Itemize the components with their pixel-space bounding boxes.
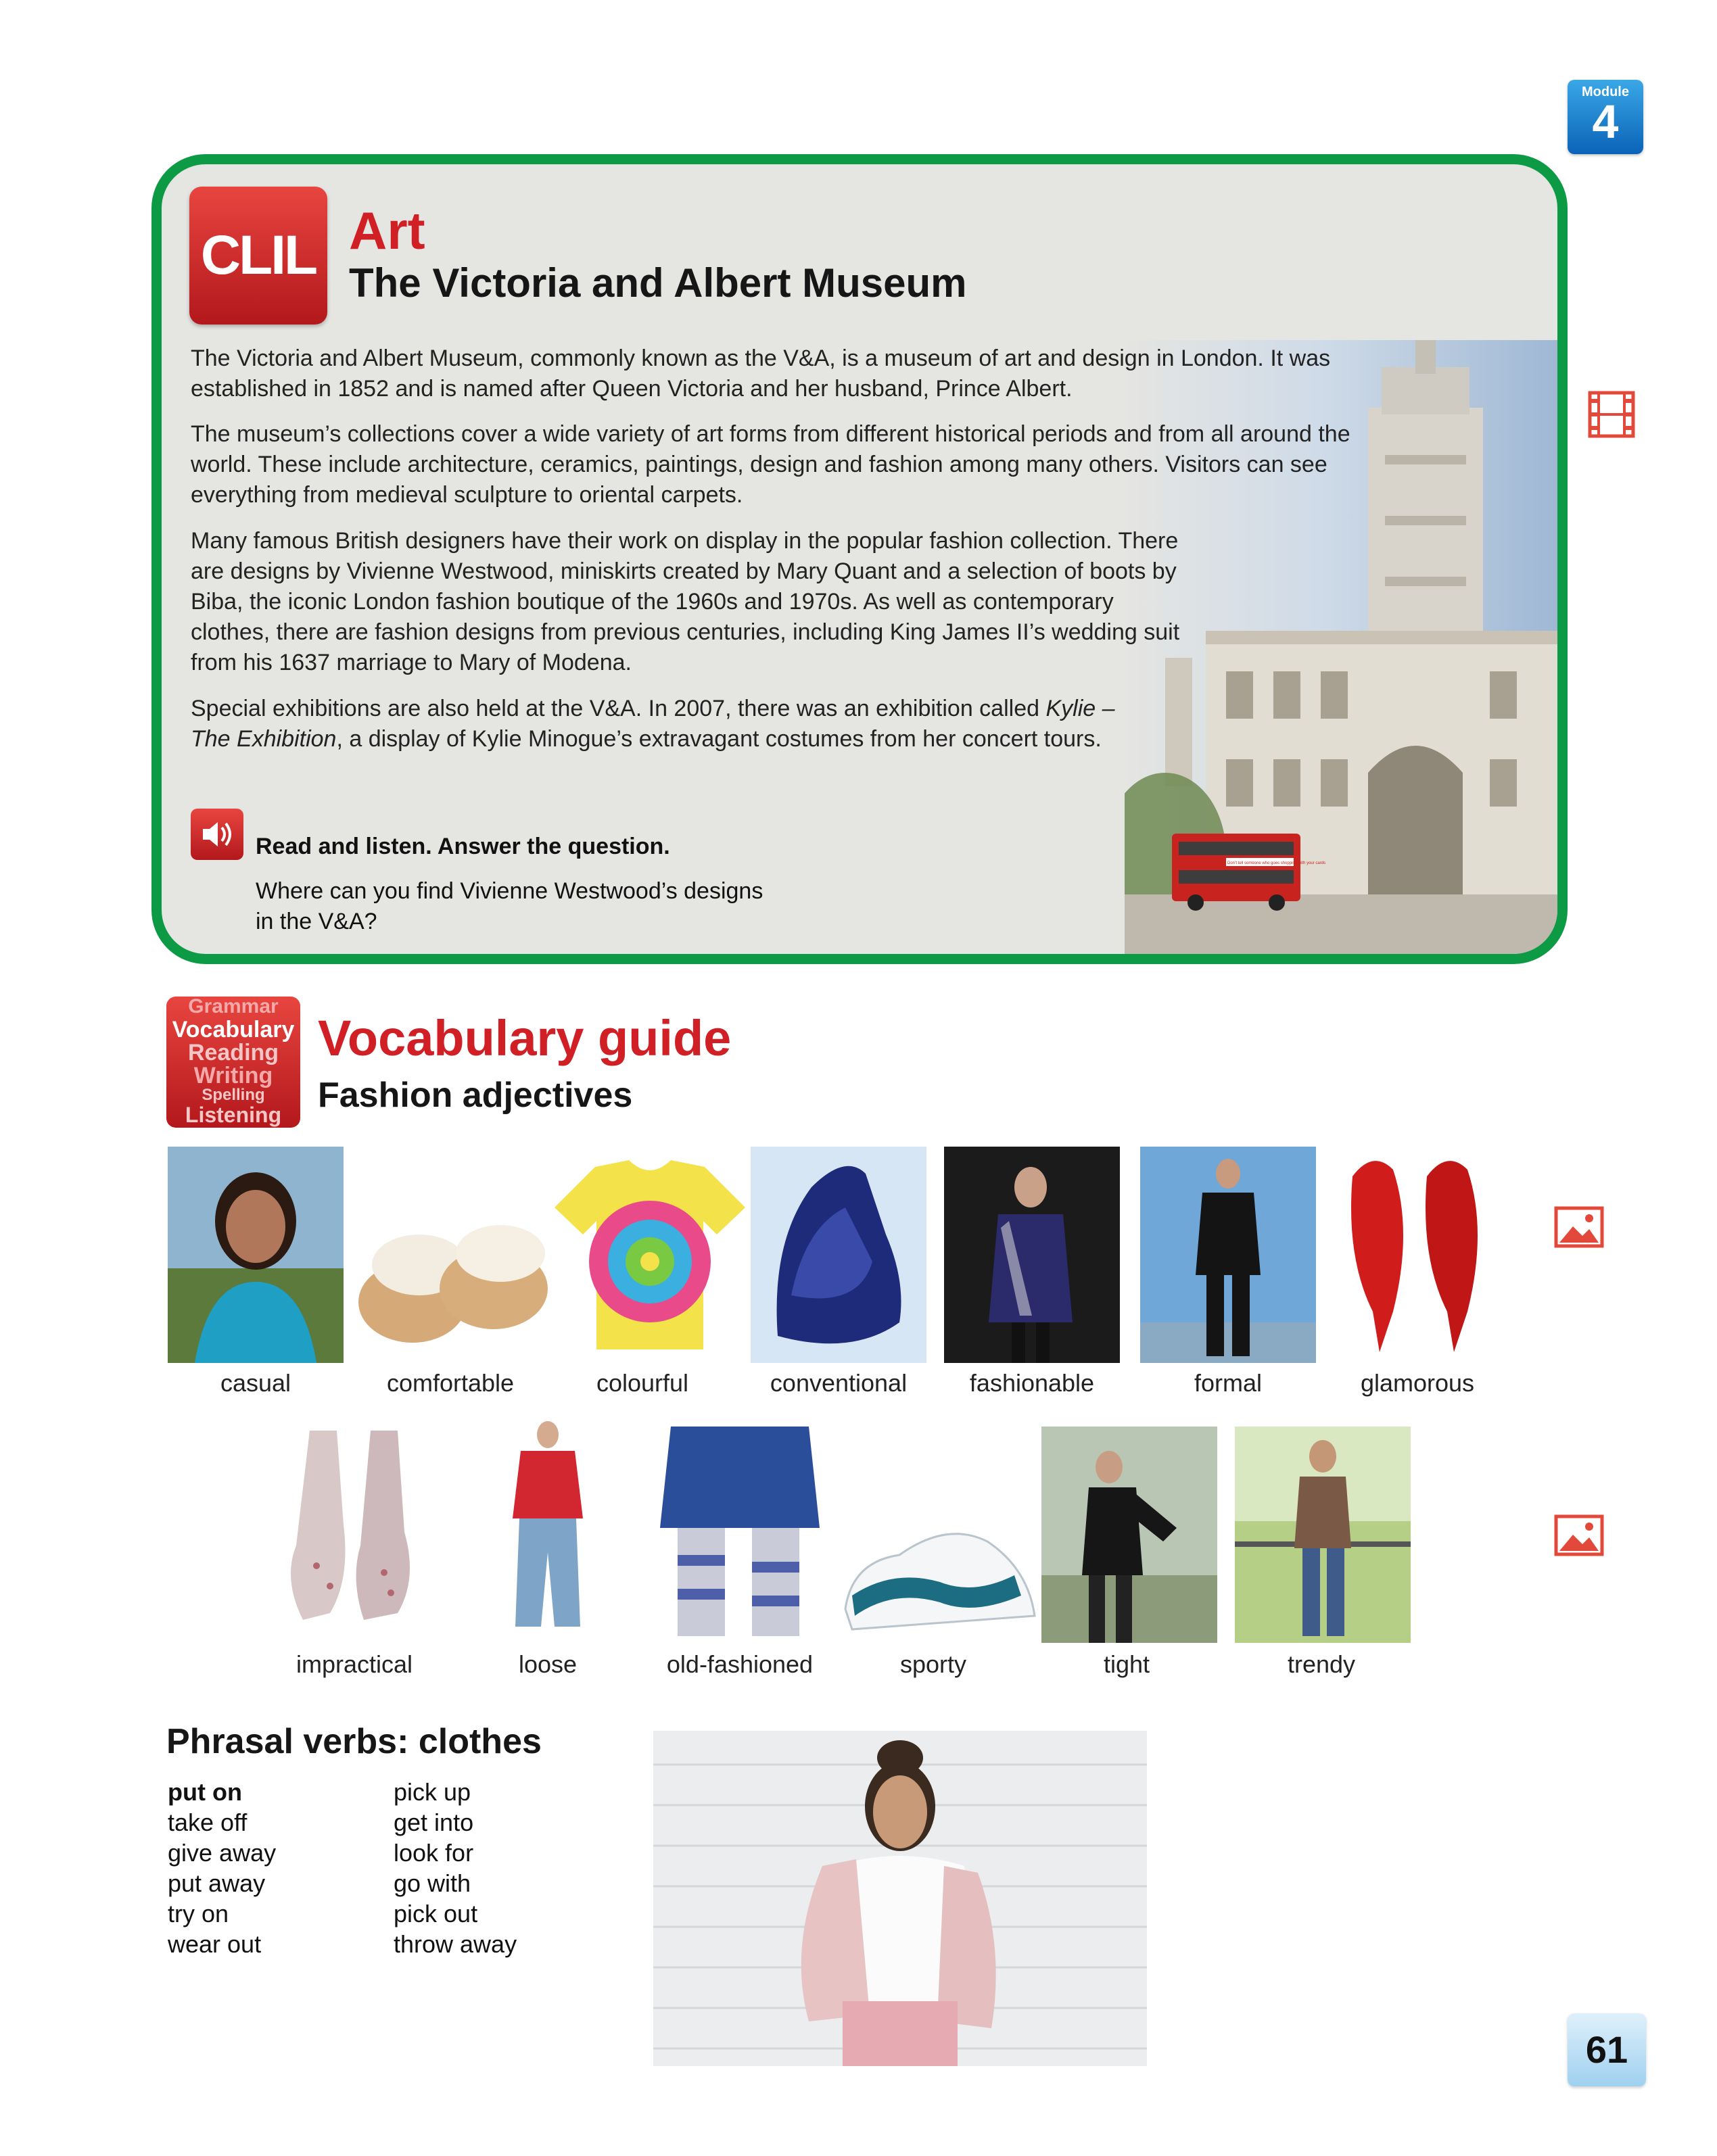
bus-advert-text: Don’t tell someone who goes shopping with your cards: [1227, 861, 1326, 865]
vocab-title: Vocabulary guide: [318, 1010, 732, 1066]
phrasal-verb: wear out: [168, 1930, 262, 1958]
photo-tight: [1041, 1427, 1217, 1643]
clil-logo: CLIL: [189, 187, 327, 325]
photo-fashionable: [944, 1147, 1120, 1363]
adjective-old-fashioned: old-fashioned: [666, 1650, 814, 1678]
para4-text: Special exhibitions are also held at the V&A. In 2007, there was an exhibition called: [191, 696, 1046, 721]
clil-paragraph-3: Many famous British designers have their work on display in the popular fashion collection. There are designs by Vivienne Westwood, miniskirts created by Mary Quant and a selection of boots by Biba, the iconic London fashion boutique of the 1960s and 1970s. As well as contemporary clothes, there are fashion designs from previous centuries, including King James II’s wedding suit from his 1637 marriage to Mary of Modena.: [191, 528, 1180, 675]
phrasal-verb: try on: [168, 1900, 229, 1927]
adjective-colourful: colourful: [596, 1369, 689, 1397]
adjective-conventional: conventional: [770, 1369, 908, 1397]
picture-icon[interactable]: [1554, 1206, 1604, 1248]
exhibition-title: Kylie – The Exhibition: [191, 696, 1115, 752]
phrasal-verb: pick out: [394, 1900, 478, 1927]
phrasal-verb: go with: [394, 1869, 471, 1897]
page-number: 61: [1568, 2013, 1646, 2086]
clil-paragraph-1: The Victoria and Albert Museum, commonly known as the V&A, is a museum of art and design in London. It was established in 1852 and is named after Queen Victoria and her husband, Prince Albert.: [191, 345, 1331, 402]
adjective-sporty: sporty: [899, 1650, 967, 1678]
skills-logo: [166, 997, 300, 1128]
phrasal-verbs-title: Phrasal verbs: clothes: [166, 1722, 542, 1761]
phrasal-verb: put on: [168, 1778, 242, 1806]
para4-text-end: , a display of Kylie Minogue’s extravagant costumes from her concert tours.: [336, 726, 1102, 752]
phrasal-verb: pick up: [394, 1778, 471, 1806]
photo-trendy: [1235, 1427, 1411, 1643]
adjective-casual: casual: [220, 1369, 291, 1397]
adjective-formal: formal: [1194, 1369, 1263, 1397]
photo-colourful: [555, 1160, 745, 1349]
photo-comfortable: [352, 1201, 555, 1356]
adjective-fashionable: fashionable: [969, 1369, 1095, 1397]
photo-old-fashioned: [651, 1427, 829, 1636]
clil-title: The Victoria and Albert Museum: [349, 260, 967, 306]
skills-vocabulary: Vocabulary: [172, 1017, 295, 1043]
vocab-subtitle: Fashion adjectives: [318, 1076, 633, 1115]
phrasal-verb: give away: [168, 1839, 277, 1867]
adjective-glamorous: glamorous: [1360, 1369, 1475, 1397]
phrasal-verb: look for: [394, 1839, 474, 1867]
photo-sporty: [839, 1521, 1041, 1636]
film-icon[interactable]: [1588, 391, 1635, 438]
photo-impractical: [283, 1431, 431, 1633]
speaker-icon[interactable]: [191, 809, 243, 860]
module-badge: [1568, 80, 1643, 154]
phrasal-verb: get into: [394, 1808, 474, 1836]
module-number: 4: [1592, 95, 1619, 148]
skills-grammar: Grammar: [188, 997, 279, 1017]
skills-reading: Reading: [187, 1040, 279, 1065]
photo-formal: [1140, 1147, 1316, 1363]
skills-listening: Listening: [185, 1103, 282, 1127]
phrasal-verb: put away: [168, 1869, 266, 1897]
clil-paragraph-4: [191, 694, 1131, 754]
phrasal-verbs-column-2: [394, 1777, 610, 1959]
picture-icon[interactable]: [1554, 1514, 1604, 1556]
photo-loose: [507, 1417, 588, 1633]
skills-spelling: Spelling: [202, 1086, 265, 1104]
adjective-trendy: trendy: [1287, 1650, 1356, 1678]
task-question: Where can you find Vivienne Westwood’s designs in the V&A?: [256, 878, 763, 934]
phrasal-verb: throw away: [394, 1930, 517, 1958]
task-instruction: Read and listen. Answer the question.: [256, 834, 670, 859]
photo-conventional: [751, 1147, 926, 1363]
adjective-tight: tight: [1103, 1650, 1150, 1678]
adjective-comfortable: comfortable: [386, 1369, 515, 1397]
clil-paragraph-2: The museum’s collections cover a wide variety of art forms from different historical periods and from all around the world. These include architecture, ceramics, paintings, design and fashion among many others. Visitors can see everything from medieval sculpture to oriental carpets.: [191, 421, 1350, 508]
adjective-loose: loose: [518, 1650, 578, 1678]
phrasal-verb: take off: [168, 1808, 248, 1836]
phrasal-verbs-column-1: [168, 1777, 384, 1959]
skills-writing: Writing: [193, 1063, 273, 1088]
clil-subject: Art: [349, 201, 425, 260]
photo-casual: [168, 1147, 344, 1363]
photo-glamorous: [1339, 1149, 1495, 1352]
adjective-impractical: impractical: [296, 1650, 413, 1678]
photo-woman-with-jacket: [653, 1731, 1147, 2066]
module-label: Module: [1582, 85, 1629, 99]
